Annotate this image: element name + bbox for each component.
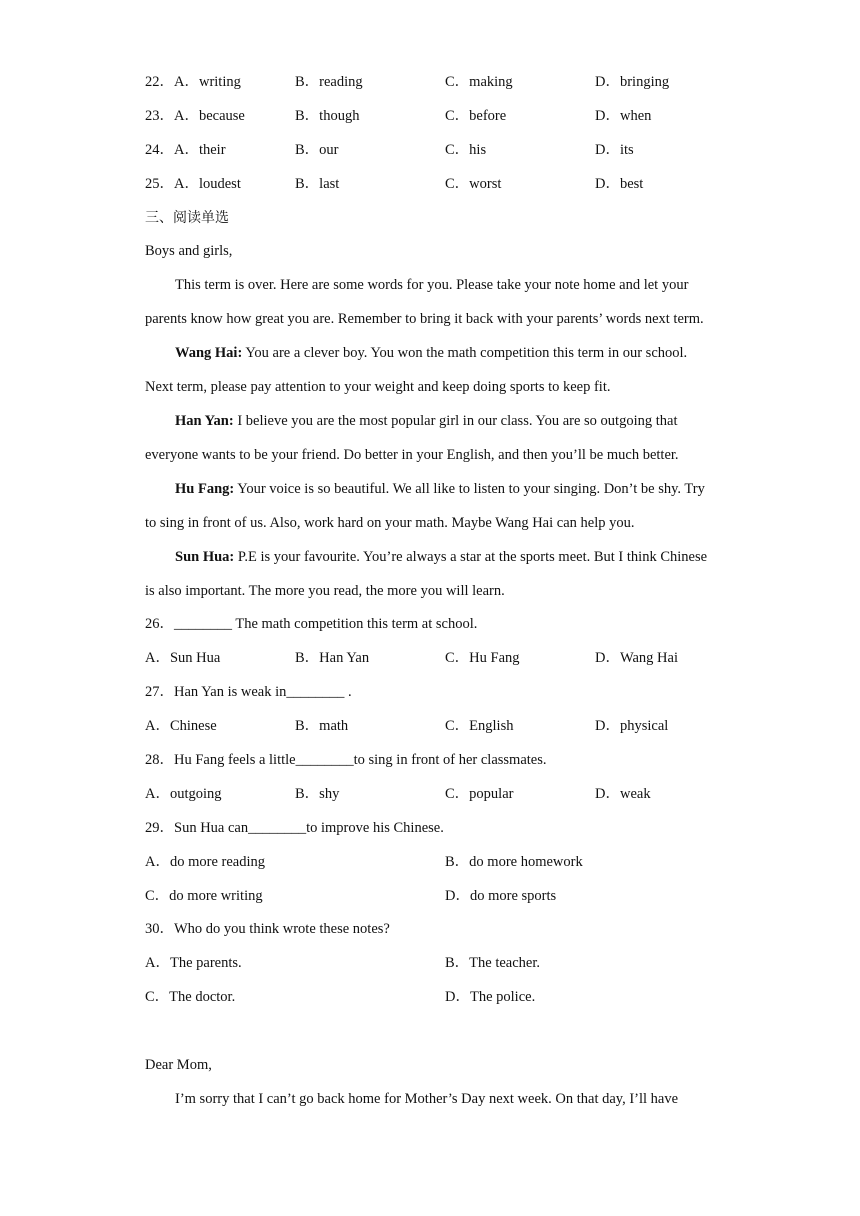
student-name: Han Yan: bbox=[175, 412, 234, 429]
question-stem-27: 27．Han Yan is weak in________ . bbox=[145, 684, 352, 701]
question-options-30-cd bbox=[145, 981, 715, 1015]
option-a: A．Chinese bbox=[145, 718, 217, 735]
question-stem-26: 26．________ The math competition this term at school. bbox=[145, 616, 478, 633]
question-number: 25． bbox=[145, 175, 174, 192]
option-d: D．do more sports bbox=[445, 887, 557, 904]
option-c: C．worst bbox=[445, 175, 502, 192]
vocab-question-22 bbox=[145, 66, 715, 100]
option-b: B．though bbox=[295, 107, 360, 124]
option-d: D．its bbox=[595, 141, 634, 158]
note-han-yan bbox=[145, 405, 715, 473]
option-b: B．do more homework bbox=[445, 853, 583, 870]
option-d: D．weak bbox=[595, 785, 651, 802]
spacer bbox=[145, 1015, 715, 1049]
question-list bbox=[145, 608, 715, 1015]
note-text: Your voice is so beautiful. We all like to listen to your singing. Don’t be shy. Try to sing in front of us. Also, work hard on your math. Maybe Wang Hai can help you. bbox=[145, 480, 705, 531]
question-options-30-ab bbox=[145, 947, 715, 981]
note-hu-fang bbox=[145, 473, 715, 541]
question-options-29-cd bbox=[145, 880, 715, 914]
option-a: A．do more reading bbox=[145, 853, 265, 870]
option-d: D．The police. bbox=[445, 989, 536, 1006]
note-text: I believe you are the most popular girl in our class. You are so outgoing that everyone wants to be your friend. Do better in your English, and then you’ll be much better. bbox=[145, 412, 679, 463]
option-c: C．popular bbox=[445, 785, 514, 802]
option-a: A．outgoing bbox=[145, 785, 222, 802]
question-number: 23． bbox=[145, 107, 174, 124]
question-options-26 bbox=[145, 642, 715, 676]
letter-first-line: I’m sorry that I can’t go back home for Mother’s Day next week. On that day, I’ll have bbox=[175, 1090, 679, 1107]
section-title: 三、阅读单选 bbox=[145, 209, 229, 226]
vocab-question-list bbox=[145, 66, 715, 202]
option-b: B．The teacher. bbox=[445, 955, 541, 972]
option-a: A．because bbox=[174, 107, 245, 124]
passage-greeting: Boys and girls, bbox=[145, 243, 233, 260]
option-d: D．bringing bbox=[595, 74, 670, 90]
question-options-28 bbox=[145, 778, 715, 812]
question-options-27 bbox=[145, 710, 715, 744]
note-sun-hua bbox=[145, 541, 715, 609]
option-b: B．math bbox=[295, 718, 349, 735]
option-b: B．our bbox=[295, 141, 339, 158]
student-name: Sun Hua: bbox=[175, 548, 235, 565]
option-c: C．before bbox=[445, 107, 507, 124]
option-a: A．loudest bbox=[174, 175, 241, 192]
option-c: C．The doctor. bbox=[145, 989, 236, 1006]
question-stem-28: 28．Hu Fang feels a little________to sing in front of her classmates. bbox=[145, 751, 547, 768]
option-a: A．their bbox=[174, 141, 226, 158]
passage-intro: This term is over. Here are some words for you. Please take your note home and let your parents know how great you are. Remember to bring it back with your parents’ words next term. bbox=[145, 277, 704, 328]
question-stem-29: 29．Sun Hua can________to improve his Chinese. bbox=[145, 819, 444, 836]
option-a: A．The parents. bbox=[145, 955, 242, 972]
vocab-question-25 bbox=[145, 168, 715, 202]
option-a: A．writing bbox=[174, 74, 241, 90]
question-stem-30: 30．Who do you think wrote these notes? bbox=[145, 921, 390, 938]
option-c: C．do more writing bbox=[145, 887, 263, 904]
note-text: You are a clever boy. You won the math competition this term in our school. Next term, please pay attention to your weight and keep doing sports to keep fit. bbox=[145, 345, 688, 396]
note-text: P.E is your favourite. You’re always a star at the sports meet. But I think Chinese is also important. The more you read, the more you will learn. bbox=[145, 548, 708, 599]
option-d: D．when bbox=[595, 107, 652, 124]
option-d: D．best bbox=[595, 175, 644, 192]
option-c: C．making bbox=[445, 74, 513, 90]
student-name: Wang Hai: bbox=[175, 345, 243, 362]
note-wang-hai bbox=[145, 337, 715, 405]
option-b: B．shy bbox=[295, 785, 340, 802]
letter-greeting: Dear Mom, bbox=[145, 1056, 212, 1073]
option-d: D．physical bbox=[595, 718, 669, 735]
worksheet-page bbox=[145, 66, 715, 1117]
option-c: C．Hu Fang bbox=[445, 650, 520, 667]
vocab-question-24 bbox=[145, 134, 715, 168]
option-c: C．his bbox=[445, 141, 487, 158]
question-options-29-ab bbox=[145, 846, 715, 880]
reading-passage-2 bbox=[145, 1049, 715, 1117]
question-number: 22． bbox=[145, 74, 174, 90]
option-d: D．Wang Hai bbox=[595, 650, 678, 667]
option-a: A．Sun Hua bbox=[145, 650, 221, 667]
option-b: B．last bbox=[295, 175, 340, 192]
option-b: B．reading bbox=[295, 74, 363, 90]
option-c: C．English bbox=[445, 718, 514, 735]
question-number: 24． bbox=[145, 141, 174, 158]
vocab-question-23 bbox=[145, 100, 715, 134]
option-b: B．Han Yan bbox=[295, 650, 370, 667]
student-name: Hu Fang: bbox=[175, 480, 235, 497]
reading-passage-1 bbox=[145, 235, 715, 608]
